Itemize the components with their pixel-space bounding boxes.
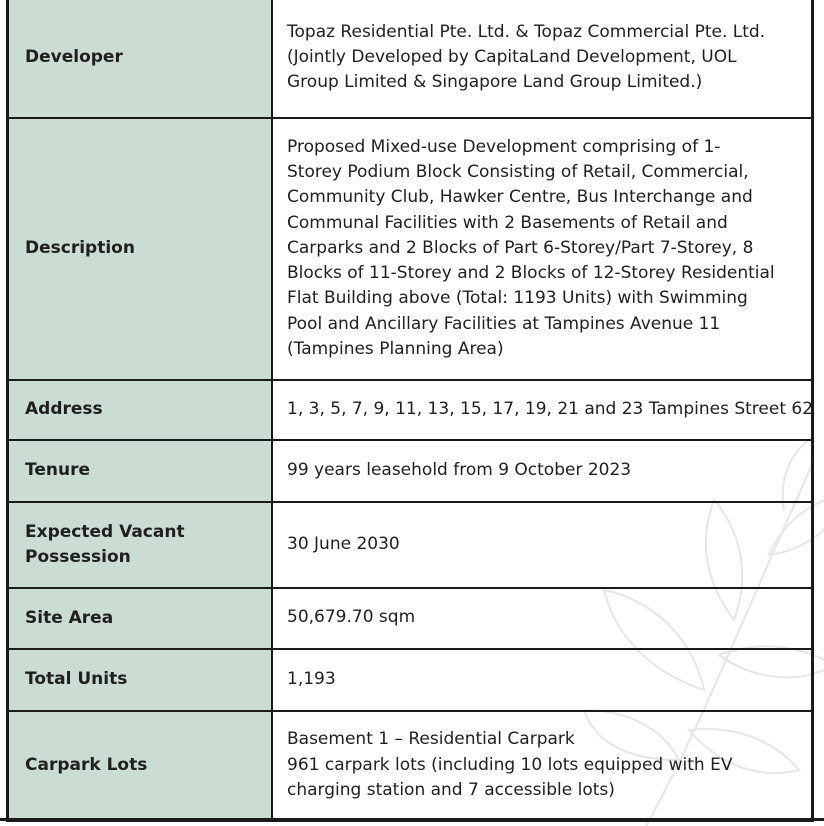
value-line: Community Club, Hawker Centre, Bus Interchange and [287,187,753,208]
value-line: 30 June 2030 [287,533,400,554]
value-line: (Tampines Planning Area) [287,339,504,360]
row-label: Developer [8,0,273,118]
table-row-site-area [8,588,813,649]
label-line: Expected Vacant [25,521,185,542]
table-row-tenure [8,440,813,502]
value-line: Flat Building above (Total: 1193 Units) with Swimming [287,288,748,309]
row-value [272,502,813,588]
table-row-total-units [8,649,813,711]
row-value [272,0,813,118]
value-line: 99 years leasehold from 9 October 2023 [287,459,632,480]
value-line: 961 carpark lots (including 10 lots equipped with EV [287,754,733,775]
row-label: Carpark Lots [8,711,273,821]
value-line: Pool and Ancillary Facilities at Tampines Avenue 11 [287,313,721,334]
table-row-vacant-possession [8,502,813,588]
value-line: 1,193 [287,668,336,689]
row-value [272,588,813,649]
row-label: Site Area [8,588,273,649]
row-value [272,649,813,711]
value-line: 1, 3, 5, 7, 9, 11, 13, 15, 17, 19, 21 and 23 Tampines Street 62 [287,398,814,419]
table-row-description [8,118,813,380]
value-line: Basement 1 – Residential Carpark [287,729,575,750]
value-line: Proposed Mixed-use Development comprising of 1- [287,136,721,157]
value-line: charging station and 7 accessible lots) [287,779,615,800]
value-line: (Jointly Developed by CapitaLand Development, UOL [287,47,737,68]
table-row-carpark-lots [8,711,813,821]
bottom-divider [0,818,824,821]
row-value [272,440,813,502]
value-line: Communal Facilities with 2 Basements of Retail and [287,212,728,233]
row-label: Description [8,118,273,380]
value-line: 50,679.70 sqm [287,607,416,628]
label-line: Possession [25,546,131,567]
value-line: Storey Podium Block Consisting of Retail, Commercial, [287,161,749,182]
table-row-address [8,380,813,440]
row-label: Total Units [8,649,273,711]
row-value [272,118,813,380]
table-row-developer [8,0,813,118]
row-value [272,711,813,821]
value-line: Group Limited & Singapore Land Group Limited.) [287,72,703,93]
value-line: Topaz Residential Pte. Ltd. & Topaz Commercial Pte. Ltd. [287,21,766,42]
row-label [8,502,273,588]
row-value [272,380,813,440]
value-line: Carparks and 2 Blocks of Part 6-Storey/Part 7-Storey, 8 [287,237,754,258]
project-details-table [6,0,814,822]
value-line: Blocks of 11-Storey and 2 Blocks of 12-Storey Residential [287,263,775,284]
row-label: Tenure [8,440,273,502]
row-label: Address [8,380,273,440]
